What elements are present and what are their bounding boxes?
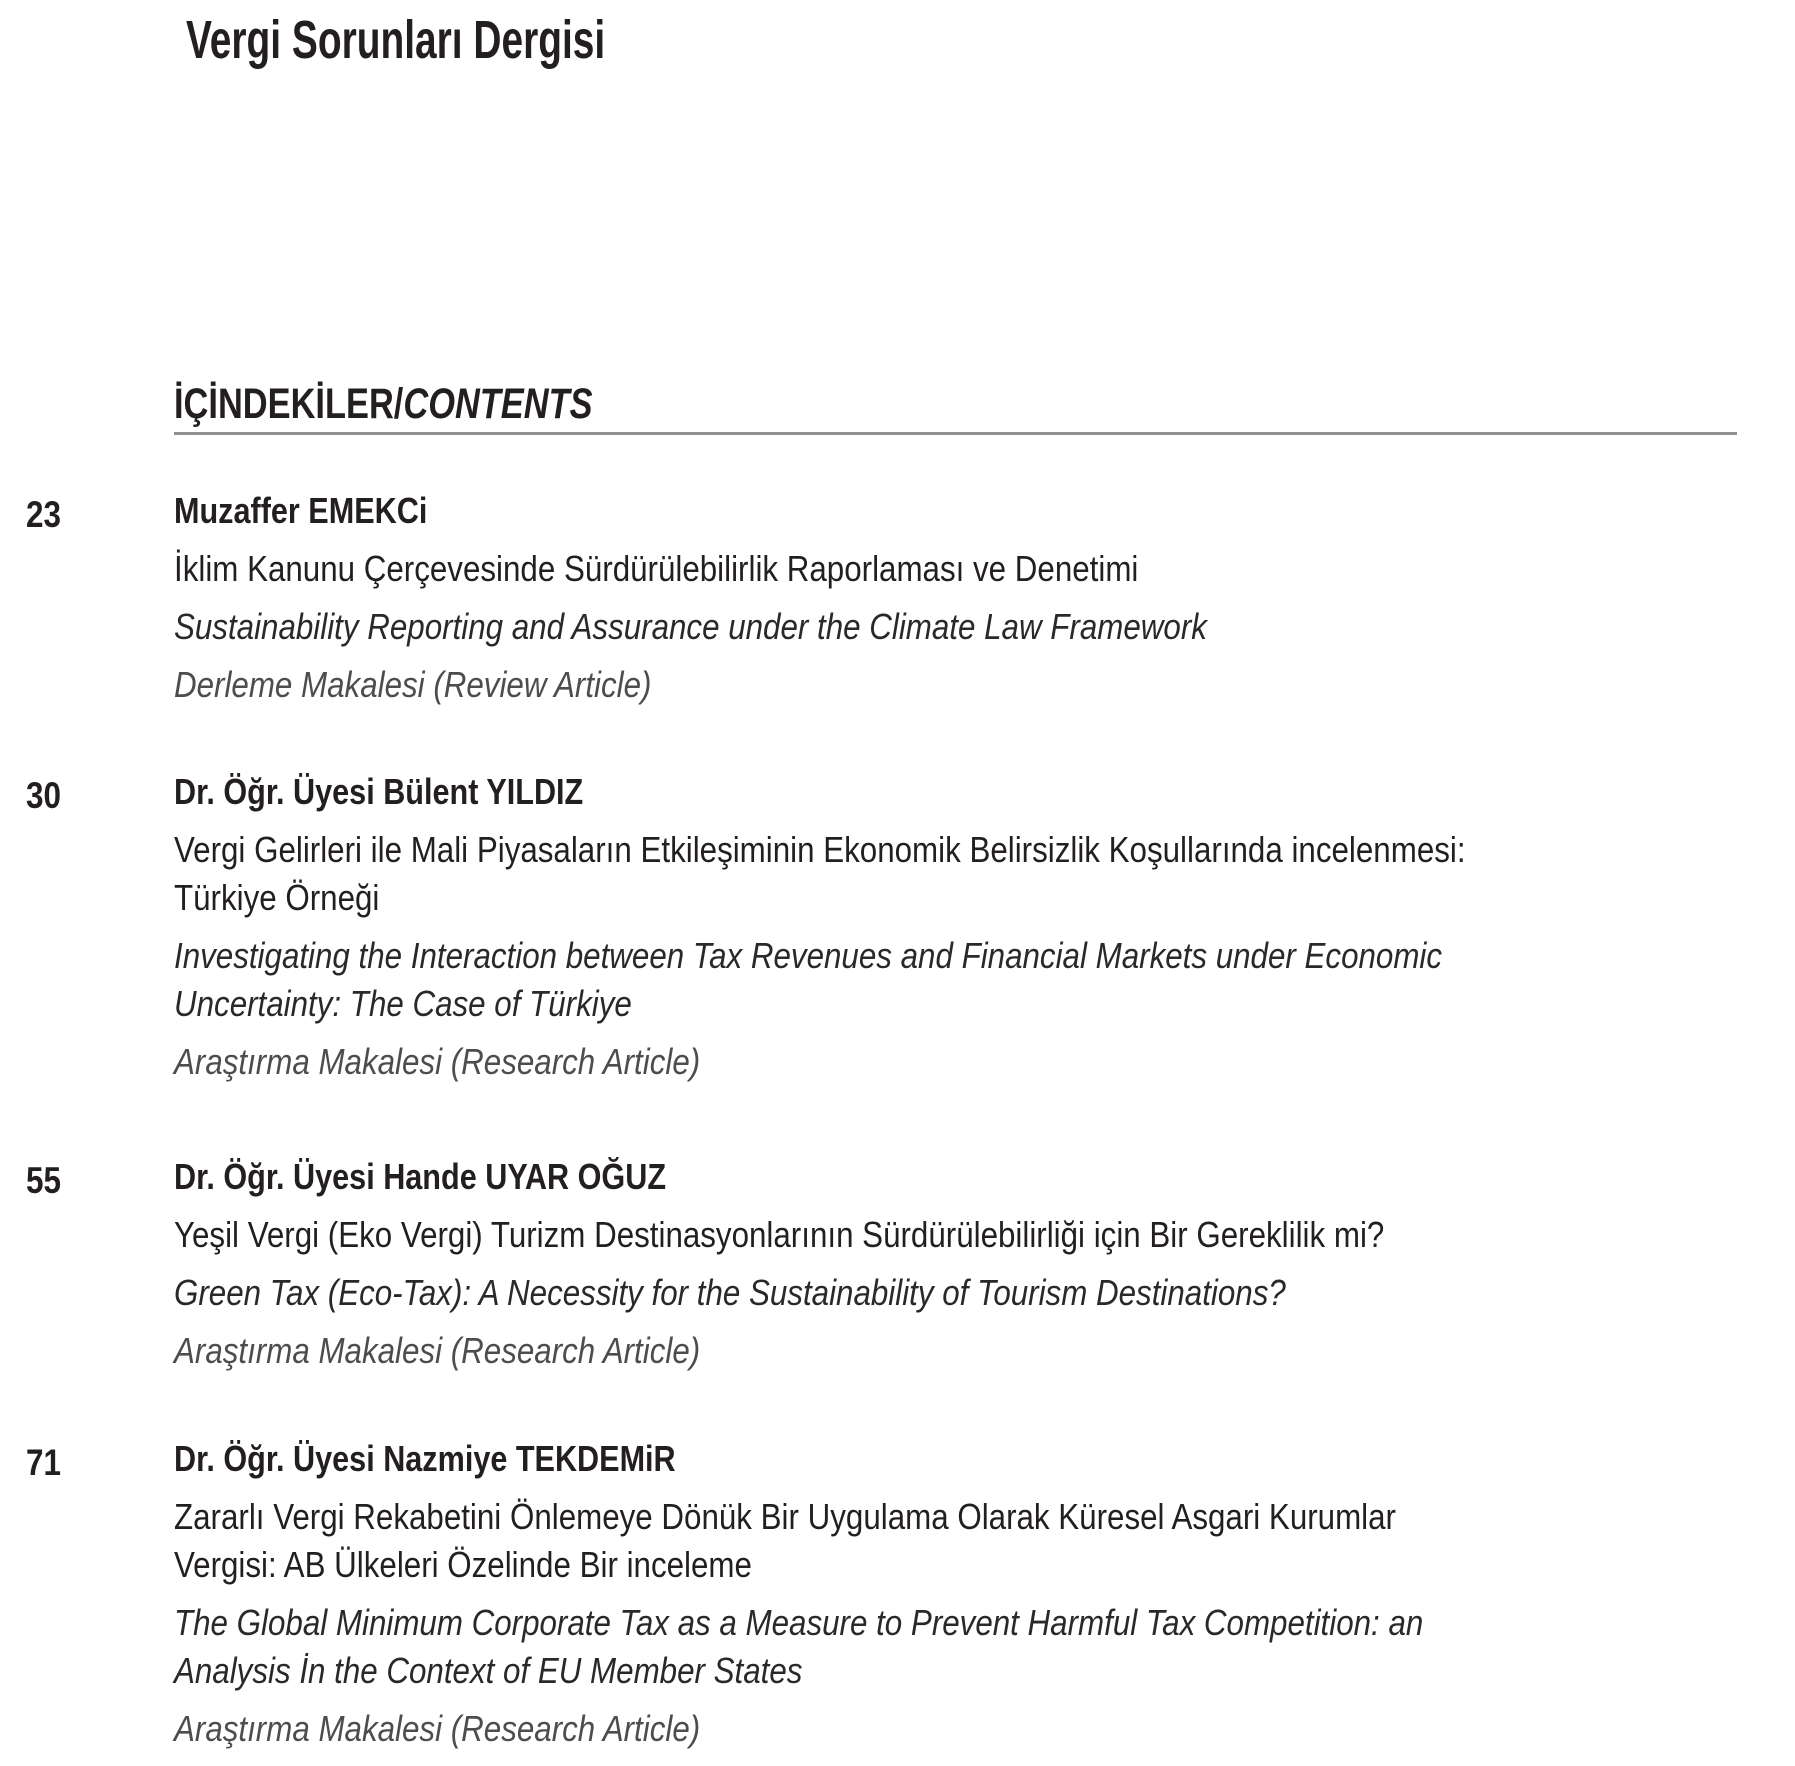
article-type-text: Araştırma Makalesi (Research Article) bbox=[174, 1708, 701, 1749]
toc-entry bbox=[174, 1435, 1610, 1753]
contents-header bbox=[174, 381, 1737, 435]
title-line: Green Tax (Eco-Tax): A Necessity for the Sustainability of Tourism Destinations? bbox=[174, 1272, 1286, 1313]
article-type-text: Araştırma Makalesi (Research Article) bbox=[174, 1330, 701, 1371]
entry-page-number: 55 bbox=[26, 1160, 61, 1201]
title-line: Investigating the Interaction between Tax Revenues and Financial Markets under Economic bbox=[174, 935, 1443, 976]
entry-author-text: Dr. Öğr. Üyesi Hande UYAR OĞUZ bbox=[174, 1156, 667, 1197]
entry-article-type bbox=[174, 1038, 1659, 1086]
article-type-text: Araştırma Makalesi (Research Article) bbox=[174, 1041, 701, 1082]
entry-title-turkish bbox=[174, 545, 1361, 593]
entry-article-type bbox=[174, 661, 1361, 709]
entry-author bbox=[174, 1153, 1565, 1201]
entry-author bbox=[174, 1435, 1610, 1483]
toc-entry bbox=[174, 1153, 1565, 1375]
entry-title-english bbox=[174, 932, 1659, 1028]
entry-title-turkish bbox=[174, 1211, 1565, 1259]
entry-author bbox=[174, 768, 1659, 816]
journal-title-text: Vergi Sorunları Dergisi bbox=[186, 10, 606, 70]
article-type-text: Derleme Makalesi (Review Article) bbox=[174, 664, 652, 705]
entry-author-text: Dr. Öğr. Üyesi Nazmiye TEKDEMiR bbox=[174, 1438, 676, 1479]
title-line: Yeşil Vergi (Eko Vergi) Turizm Destinasyonlarının Sürdürülebilirliği için Bir Gereklilik mi? bbox=[174, 1214, 1385, 1255]
title-line: Vergisi: AB Ülkeleri Özelinde Bir inceleme bbox=[174, 1544, 752, 1585]
entry-title-english bbox=[174, 1599, 1610, 1695]
toc-entry bbox=[174, 768, 1659, 1086]
entry-page-number: 23 bbox=[26, 494, 61, 535]
contents-header-text bbox=[174, 381, 593, 427]
title-line: Vergi Gelirleri ile Mali Piyasaların Etkileşiminin Ekonomik Belirsizlik Koşullarında incelenmesi: bbox=[174, 829, 1466, 870]
entry-author-text: Muzaffer EMEKCi bbox=[174, 490, 428, 531]
title-line: Uncertainty: The Case of Türkiye bbox=[174, 983, 632, 1024]
entry-title-english bbox=[174, 603, 1361, 651]
contents-header-english: CONTENTS bbox=[403, 380, 593, 428]
entry-title-english bbox=[174, 1269, 1565, 1317]
entry-article-type bbox=[174, 1327, 1565, 1375]
entry-author bbox=[174, 487, 1361, 535]
entry-title-turkish bbox=[174, 826, 1659, 922]
entry-page-number: 30 bbox=[26, 775, 61, 816]
page-title bbox=[186, 8, 768, 72]
toc-entry bbox=[174, 487, 1361, 709]
entry-title-turkish bbox=[174, 1493, 1610, 1589]
title-line: Türkiye Örneği bbox=[174, 877, 380, 918]
title-line: Sustainability Reporting and Assurance under the Climate Law Framework bbox=[174, 606, 1207, 647]
entry-page-number: 71 bbox=[26, 1442, 61, 1483]
entry-article-type bbox=[174, 1705, 1610, 1753]
title-line: Zararlı Vergi Rekabetini Önlemeye Dönük Bir Uygulama Olarak Küresel Asgari Kurumlar bbox=[174, 1496, 1396, 1537]
title-line: İklim Kanunu Çerçevesinde Sürdürülebilirlik Raporlaması ve Denetimi bbox=[174, 548, 1139, 589]
contents-header-turkish: İÇİNDEKİLER/ bbox=[174, 380, 404, 428]
title-line: The Global Minimum Corporate Tax as a Measure to Prevent Harmful Tax Competition: an bbox=[174, 1602, 1424, 1643]
entry-author-text: Dr. Öğr. Üyesi Bülent YILDIZ bbox=[174, 771, 584, 812]
title-line: Analysis İn the Context of EU Member States bbox=[174, 1650, 803, 1691]
